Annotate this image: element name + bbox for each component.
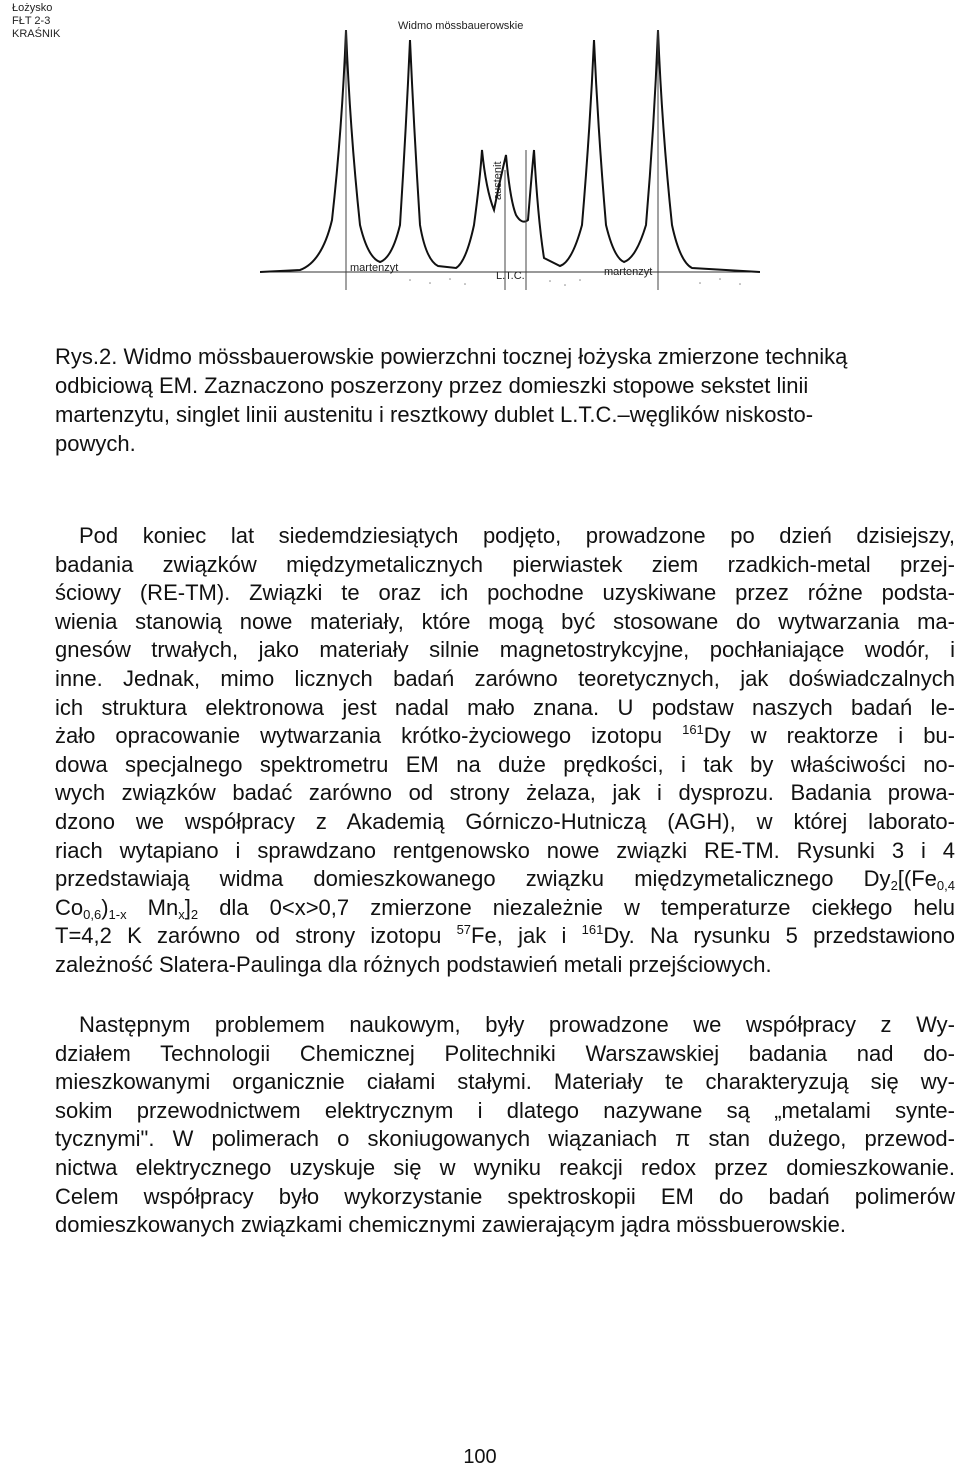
text-line: Następnym problemem naukowym, były prowadzone we współpracy z Wy- [79, 1012, 955, 1037]
text-line: Pod koniec lat siedemdziesiątych podjęto, prowadzone po dzień dzisiejszy, [79, 523, 955, 548]
text-line: dowa specjalnego spektrometru EM na duże prędkości, i tak by właściwości no- [55, 751, 955, 777]
caption-line: powych. [55, 431, 136, 456]
paragraph-re-tm [55, 522, 955, 980]
spectrum-curve [260, 30, 760, 272]
baseline-noise [409, 278, 741, 286]
text-line: ściowy (RE-TM). Związki te oraz ich pochodne uzyskiwane przez różne podsta- [55, 580, 955, 606]
text-line: gnesów trwałych, jako materiały silnie magnetostrykcyjne, pochłaniające wodór, i [55, 637, 955, 663]
text-line: ich struktura elektronowa jest nadal mało znana. U podstaw naszych badań le- [55, 694, 955, 720]
text-line: działem Technologii Chemicznej Politechniki Warszawskiej badania nad do- [55, 1040, 955, 1066]
text-line: $Co_{0,6})_{1-x}$ $Mn_x]_2$ dla 0<x>0,7 zmierzone niezależnie w temperaturze ciekłego helu [55, 894, 955, 922]
peak-label-martenzyt-left: martenzyt [350, 262, 399, 274]
peak-label-martenzyt-right: martenzyt [604, 266, 653, 278]
paragraph-polymers [55, 1011, 955, 1240]
text-line: tycznymi". W polimerach o skoniugowanych wiązaniach π stan dużego, przewod- [55, 1126, 955, 1152]
text-line: inne. Jednak, mimo licznych badań zarówno teoretycznych, jak doświadczalnych [55, 665, 955, 691]
text-line: sokim przewodnictwem elektrycznym i dlatego nazywane są „metalami synte- [55, 1097, 955, 1123]
text-line: domieszkowanych związkami chemicznymi zawierającym jądra mössbuerowskie. [55, 1212, 847, 1238]
peak-label-ltc: L.T.C. [496, 270, 525, 282]
text-line: wienia stanowią nowe materiały, które mogą być stosowane do wytwarzania ma- [55, 608, 955, 634]
figure-title: Widmo mössbauerowskie [398, 20, 524, 32]
sample-label: Łożysko FŁT 2-3 KRAŚNIK [12, 2, 61, 40]
caption-line: martenzytu, singlet linii austenitu i resztkowy dublet L.T.C.–węglików niskosto- [55, 402, 814, 427]
text-line: wych związków badać zarówno od strony żelaza, jak i dysprozu. Badania prowa- [55, 780, 955, 806]
text-line: przedstawiają widma domieszkowanego związku międzymetalicznego $Dy_2[(Fe_{0,4}$ [55, 866, 955, 894]
text-line: T=4,2 K zarówno od strony izotopu $^{57}$Fe, jak i $^{161}$Dy. Na rysunku 5 przedstawiono [55, 922, 955, 949]
text-line: dzono we współpracy z Akademią Górniczo-Hutniczą (AGH), w której laborato- [55, 808, 955, 834]
text-line: badania związków międzymetalicznych pierwiastek ziem rzadkich-metal przej- [55, 551, 955, 577]
text-line: mieszkowanymi organicznie ciałami stałymi. Materiały te charakteryzują się wy- [55, 1069, 955, 1095]
caption-line: Rys.2. Widmo mössbauerowskie powierzchni tocznej łożyska zmierzone techniką [55, 344, 848, 369]
page-number: 100 [463, 1446, 497, 1468]
peak-label-austenit: austenit [492, 161, 504, 200]
caption-line: odbiciową EM. Zaznaczono poszerzony przez domieszki stopowe sekstet linii [55, 373, 809, 398]
text-line: zależność Slatera-Paulinga dla różnych podstawień metali przejściowych. [55, 951, 772, 977]
text-line: nictwa elektrycznego uzyskuje się w wyniku reakcji redox przez domieszkowanie. [55, 1154, 955, 1180]
figure-caption [55, 342, 955, 458]
mossbauer-spectrum-figure [12, 0, 760, 312]
text-line: żało opracowanie wytwarzania krótko-życiowego izotopu $^{161}$Dy w reaktorze i bu- [55, 722, 955, 749]
spectrum-plot [260, 0, 760, 312]
text-line: riach wytapiano i sprawdzano rentgenowsko nowe związki RE-TM. Rysunki 3 i 4 [55, 837, 955, 863]
text-line: Celem współpracy było wykorzystanie spektroskopii EM do badań polimerów [55, 1183, 955, 1209]
